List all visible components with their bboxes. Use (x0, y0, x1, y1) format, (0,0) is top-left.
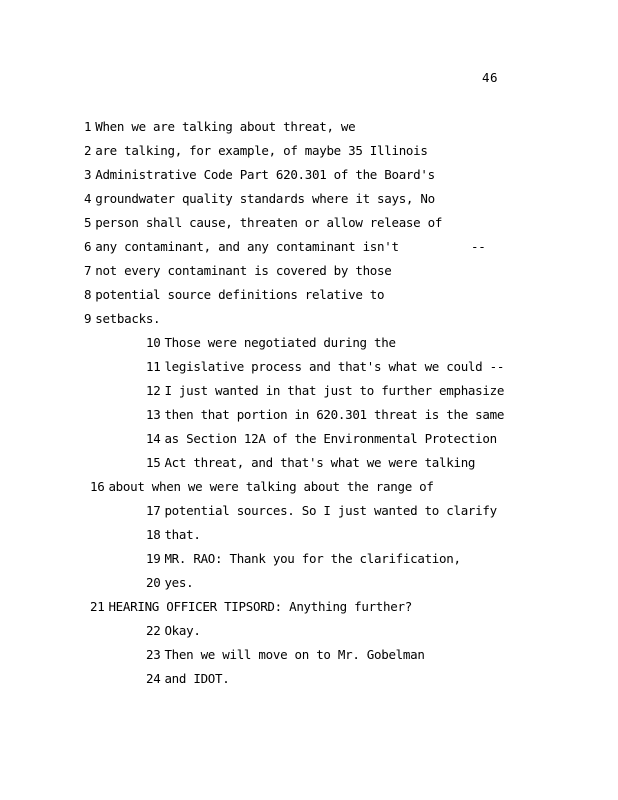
transcript-line (146, 503, 497, 518)
line-text: as Section 12A of the Environmental Protection (164, 431, 497, 446)
line-number: 21 (90, 599, 105, 614)
line-text: I just wanted in that just to further emphasize (164, 383, 505, 398)
line-number: 19 (146, 551, 161, 566)
line-text: potential source definitions relative to (95, 287, 385, 302)
page-number: 46 (482, 70, 499, 85)
line-number: 16 (90, 479, 105, 494)
line-text: legislative process and that's what we could -- (164, 359, 505, 374)
line-text: yes. (164, 575, 194, 590)
transcript-line (146, 647, 425, 662)
transcript-line (146, 335, 396, 350)
line-text: MR. RAO: Thank you for the clarification, (164, 551, 461, 566)
line-text: Administrative Code Part 620.301 of the Board's (95, 167, 435, 182)
transcript-line (146, 623, 201, 638)
line-number: 5 (84, 215, 92, 230)
line-number: 13 (146, 407, 161, 422)
line-text: and IDOT. (164, 671, 230, 686)
line-number: 14 (146, 431, 161, 446)
line-text: not every contaminant is covered by those (95, 263, 392, 278)
line-text: any contaminant, and any contaminant isn't -- (95, 239, 486, 254)
line-text: Then we will move on to Mr. Gobelman (164, 647, 425, 662)
line-text: When we are talking about threat, we (95, 119, 356, 134)
transcript-line (146, 383, 504, 398)
transcript-line (84, 167, 435, 182)
transcript-line (84, 263, 392, 278)
line-number: 23 (146, 647, 161, 662)
transcript-line (146, 455, 475, 470)
line-text: Those were negotiated during the (164, 335, 396, 350)
transcript-line (84, 215, 442, 230)
line-number: 3 (84, 167, 92, 182)
line-number: 9 (84, 311, 92, 326)
transcript-line (84, 119, 355, 134)
line-text: HEARING OFFICER TIPSORD: Anything further? (108, 599, 412, 614)
line-text: that. (164, 527, 201, 542)
transcript-line (84, 311, 160, 326)
line-number: 10 (146, 335, 161, 350)
transcript-line (146, 575, 193, 590)
transcript-line (146, 431, 497, 446)
transcript-line (90, 599, 412, 614)
transcript-line (84, 239, 485, 254)
transcript-line (84, 287, 384, 302)
line-number: 6 (84, 239, 92, 254)
line-number: 4 (84, 191, 92, 206)
line-number: 1 (84, 119, 92, 134)
transcript-line (90, 479, 434, 494)
line-number: 2 (84, 143, 92, 158)
line-number: 7 (84, 263, 92, 278)
transcript-line (84, 143, 428, 158)
transcript-line (146, 359, 504, 374)
line-number: 20 (146, 575, 161, 590)
transcript-line (146, 527, 201, 542)
line-text: person shall cause, threaten or allow release of (95, 215, 443, 230)
line-text: potential sources. So I just wanted to clarify (164, 503, 497, 518)
line-text: groundwater quality standards where it says, No (95, 191, 435, 206)
line-number: 17 (146, 503, 161, 518)
line-number: 15 (146, 455, 161, 470)
line-number: 8 (84, 287, 92, 302)
line-number: 11 (146, 359, 161, 374)
line-number: 24 (146, 671, 161, 686)
transcript-line (84, 191, 435, 206)
line-text: Act threat, and that's what we were talking (164, 455, 476, 470)
transcript-line (146, 551, 461, 566)
line-text: are talking, for example, of maybe 35 Illinois (95, 143, 428, 158)
transcript-line (146, 407, 504, 422)
line-text: then that portion in 620.301 threat is the same (164, 407, 505, 422)
line-number: 12 (146, 383, 161, 398)
line-number: 22 (146, 623, 161, 638)
line-text: about when we were talking about the range of (108, 479, 434, 494)
line-text: Okay. (164, 623, 201, 638)
line-number: 18 (146, 527, 161, 542)
transcript-line (146, 671, 229, 686)
line-text: setbacks. (95, 311, 161, 326)
